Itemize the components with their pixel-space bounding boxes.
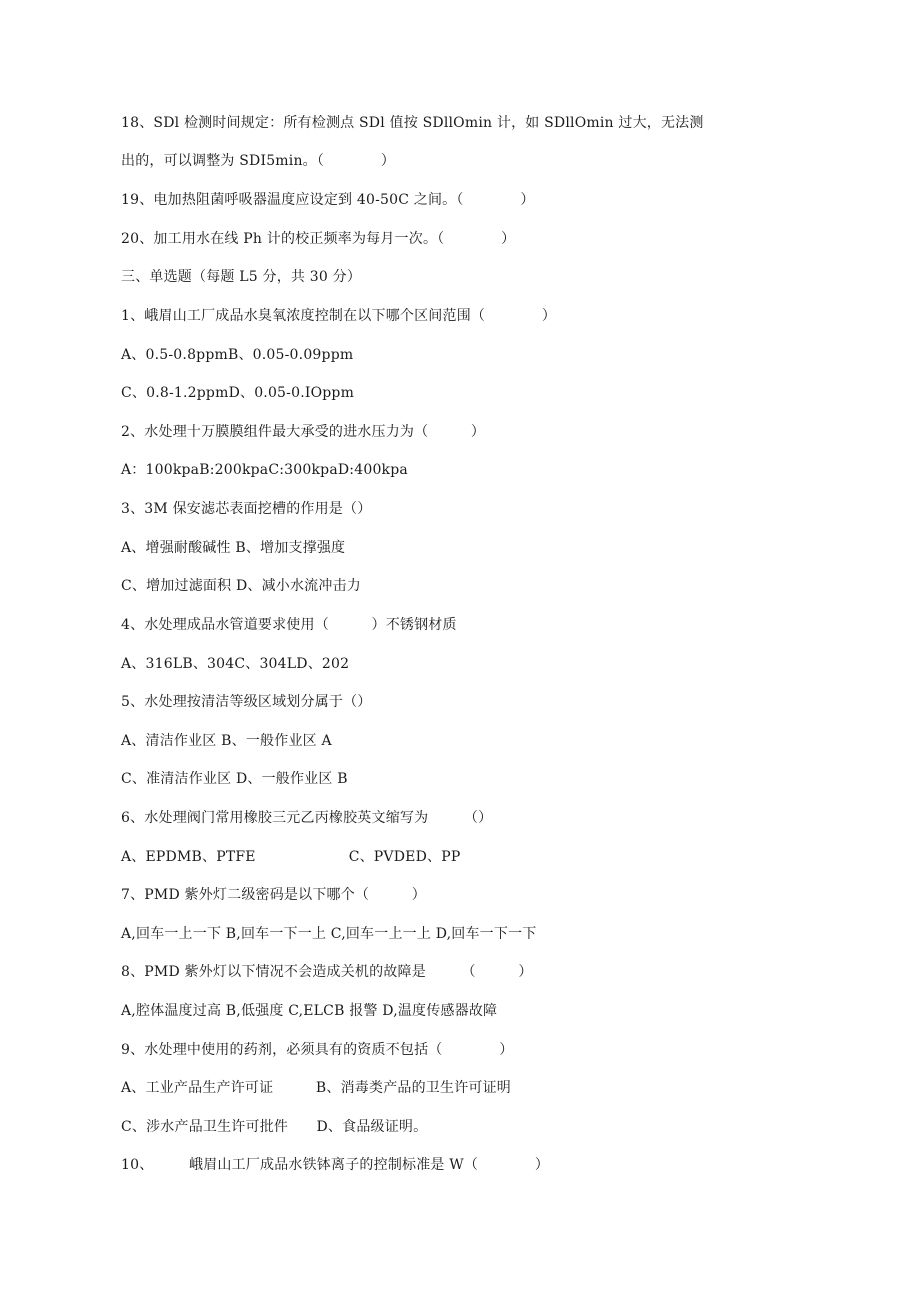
question-7: 7、PMD 紫外灯二级密码是以下哪个（ ） xyxy=(121,887,426,903)
question-9-options-cd: C、涉水产品卫生许可批件 D、食品级证明。 xyxy=(121,1119,428,1135)
question-18-line-1: 18、SDl 检测时间规定：所有检测点 SDl 值按 SDllOmin 计，如 SDllOmin 过大，无法测 xyxy=(121,115,704,131)
question-8-options: A,腔体温度过高 B,低强度 C,ELCB 报警 D,温度传感器故障 xyxy=(121,1003,498,1019)
question-5-options-ab: A、清洁作业区 B、一般作业区 A xyxy=(121,733,332,749)
question-20: 20、加工用水在线 Ph 计的校正频率为每月一次。（ ） xyxy=(121,231,516,247)
question-19: 19、电加热阻菌呼吸器温度应设定到 40-50C 之间。（ ） xyxy=(121,192,535,208)
question-9-options-ab: A、工业产品生产许可证 B、消毒类产品的卫生许可证明 xyxy=(121,1080,511,1096)
question-10: 10、 峨眉山工厂成品水铁钵离子的控制标准是 W（ ） xyxy=(121,1157,550,1173)
question-2: 2、水处理十万膜膜组件最大承受的进水压力为（ ） xyxy=(121,424,486,440)
question-9: 9、水处理中使用的药剂，必须具有的资质不包括（ ） xyxy=(121,1042,514,1058)
question-3-options-ab: A、增强耐酸碱性 B、增加支撑强度 xyxy=(121,540,346,556)
question-18-line-2: 出的，可以调整为 SDI5min。（ ） xyxy=(121,153,396,169)
question-5-options-cd: C、准清洁作业区 D、一般作业区 B xyxy=(121,771,348,787)
section-heading-single-choice: 三、单选题（每题 L5 分，共 30 分） xyxy=(121,269,362,285)
question-3: 3、3M 保安滤芯表面挖槽的作用是（） xyxy=(121,501,372,517)
question-3-options-cd: C、增加过滤面积 D、减小水流冲击力 xyxy=(121,578,361,594)
question-2-options: A：100kpaB:200kpaC:300kpaD:400kpa xyxy=(121,462,408,478)
question-7-options: A,回车一上一下 B,回车一下一上 C,回车一上一上 D,回车一下一下 xyxy=(121,926,537,942)
question-6-options: A、EPDMB、PTFE C、PVDED、PP xyxy=(121,849,461,865)
question-1-options-ab: A、0.5-0.8ppmB、0.05-0.09ppm xyxy=(121,347,354,363)
question-6: 6、水处理阀门常用橡胶三元乙丙橡胶英文缩写为 （） xyxy=(121,810,493,826)
question-4: 4、水处理成品水管道要求使用（ ）不锈钢材质 xyxy=(121,617,457,633)
question-8: 8、PMD 紫外灯以下情况不会造成关机的故障是 （ ） xyxy=(121,964,533,980)
question-1-options-cd: C、0.8-1.2ppmD、0.05-0.IOppm xyxy=(121,385,355,401)
question-5: 5、水处理按清洁等级区域划分属于（） xyxy=(121,694,372,710)
question-1: 1、峨眉山工厂成品水臭氧浓度控制在以下哪个区间范围（ ） xyxy=(121,308,557,324)
question-4-options: A、316LB、304C、304LD、202 xyxy=(121,656,350,672)
